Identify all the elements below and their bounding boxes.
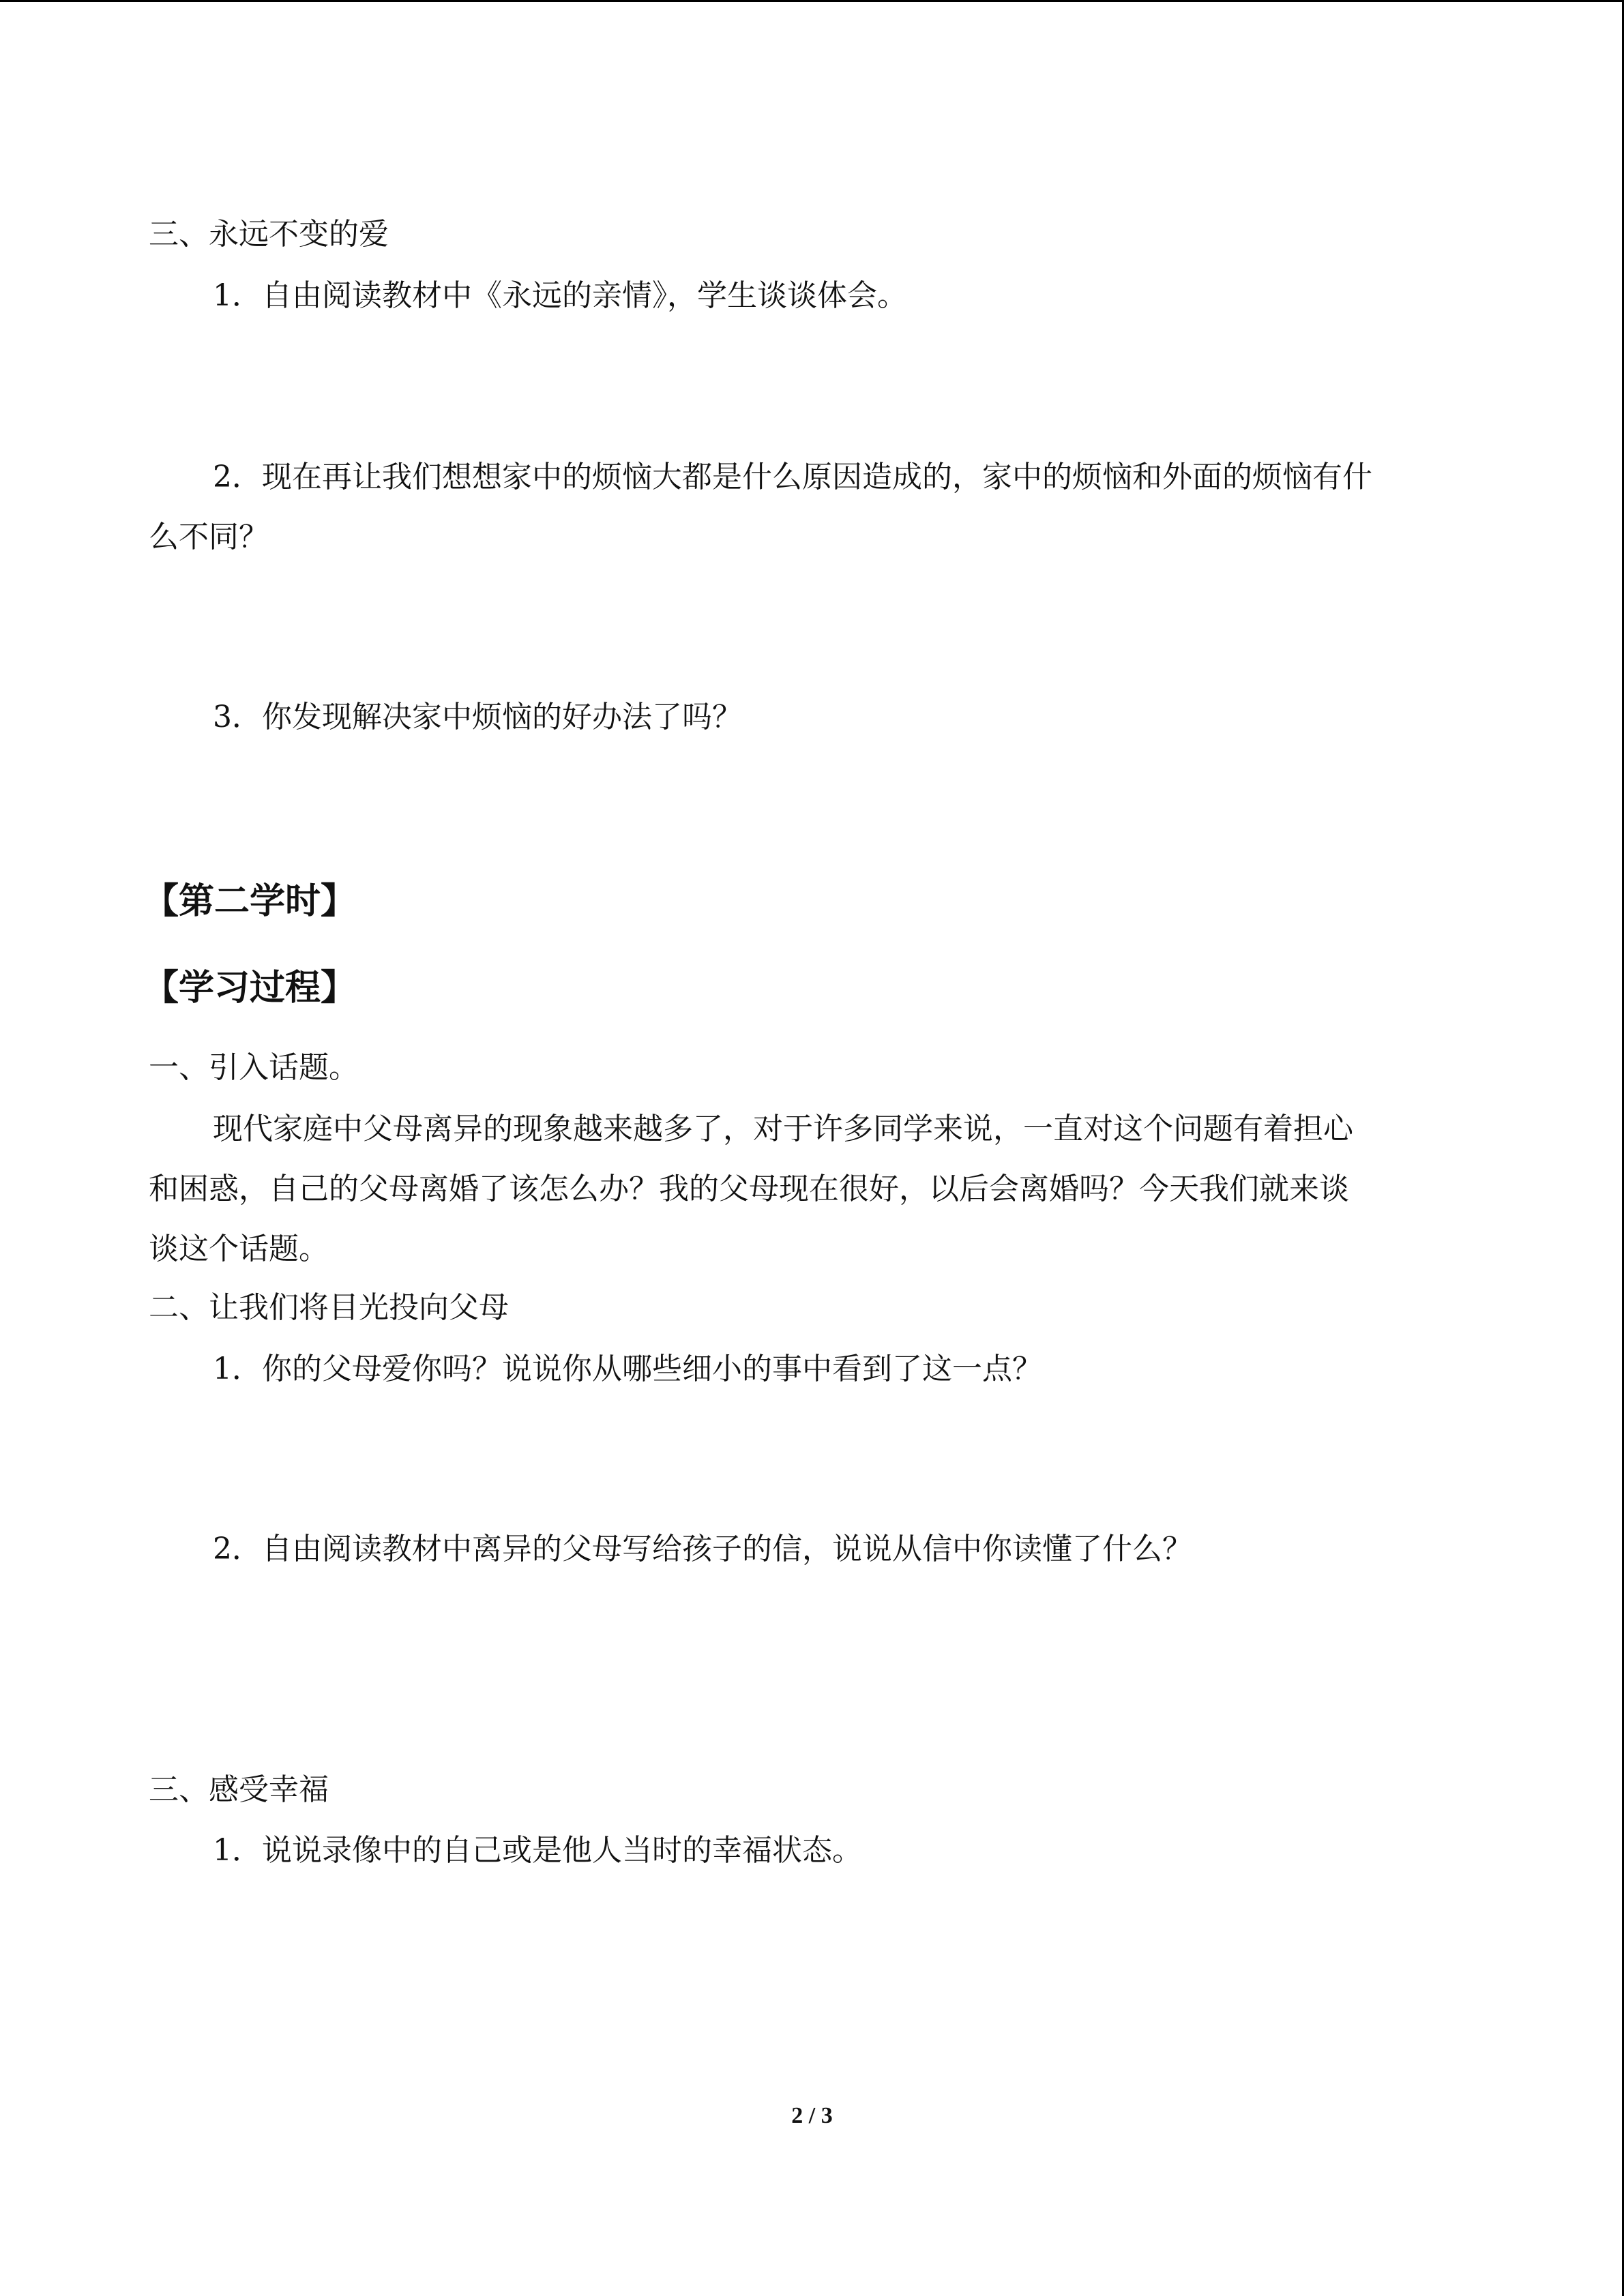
part-2-question-1: 1．你的父母爱你吗？说说你从哪些细小的事中看到了这一点？ [213, 1352, 1042, 1386]
top-border [0, 0, 1624, 2]
part-2-title: 二、让我们将目光投向父母 [149, 1290, 509, 1325]
part-3-title: 三、感受幸福 [149, 1772, 329, 1807]
question-2-line-1: 2．现在再让我们想想家中的烦恼大都是什么原因造成的，家中的烦恼和外面的烦恼有什 [213, 460, 1372, 494]
paragraph-line-1: 现代家庭中父母离异的现象越来越多了，对于许多同学来说，一直对这个问题有着担心 [213, 1112, 1353, 1146]
part-2-question-2: 2．自由阅读教材中离异的父母写给孩子的信，说说从信中你读懂了什么？ [213, 1532, 1192, 1566]
paragraph-line-3: 谈这个话题。 [149, 1232, 329, 1266]
question-3: 3．你发现解决家中烦恼的好办法了吗？ [213, 700, 742, 734]
part-3-question-1: 1．说说录像中的自己或是他人当时的幸福状态。 [213, 1833, 862, 1868]
heading-second-period: 【第二学时】 [143, 880, 357, 922]
heading-learning-process: 【学习过程】 [143, 967, 357, 1009]
section-title-eternal-love: 三、永远不变的爱 [149, 217, 389, 252]
page-number: 2 / 3 [791, 2103, 833, 2128]
paragraph-line-2: 和困惑，自己的父母离婚了该怎么办？我的父母现在很好，以后会离婚吗？今天我们就来谈 [149, 1172, 1349, 1206]
part-1-title: 一、引入话题。 [149, 1050, 359, 1085]
question-2-line-2: 么不同？ [149, 520, 269, 554]
question-1: 1．自由阅读教材中《永远的亲情》，学生谈谈体会。 [213, 278, 907, 313]
